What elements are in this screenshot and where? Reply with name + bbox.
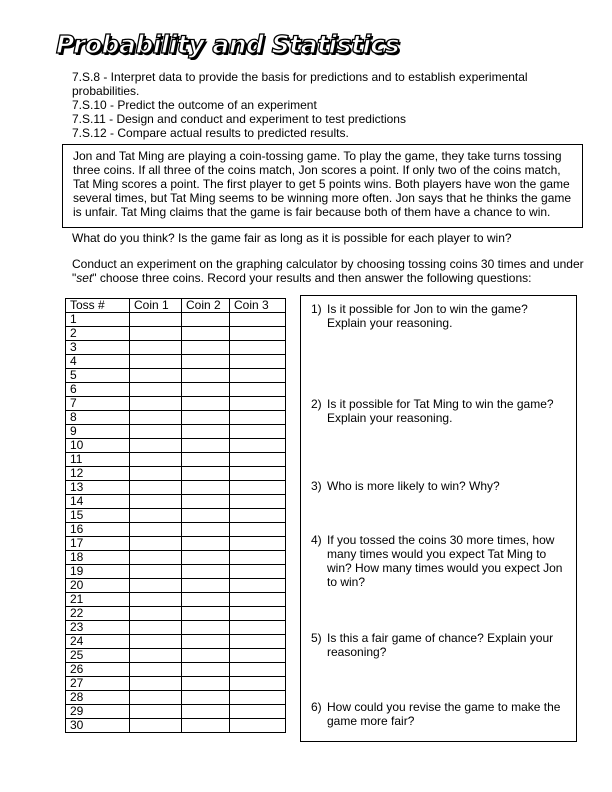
coin-1-cell[interactable] xyxy=(130,551,182,565)
coin-2-cell[interactable] xyxy=(182,425,230,439)
toss-number-cell: 17 xyxy=(66,537,130,551)
table-row xyxy=(66,313,286,327)
question-4 xyxy=(311,533,569,589)
toss-number-cell: 13 xyxy=(66,481,130,495)
table-row xyxy=(66,593,286,607)
table-row xyxy=(66,565,286,579)
coin-1-cell[interactable] xyxy=(130,355,182,369)
toss-number-cell: 16 xyxy=(66,523,130,537)
instructions-text-start: Conduct an experiment on the graphing calculator by choosing tossing coins 30 times and under " xyxy=(72,257,584,285)
question-number: 4) xyxy=(311,533,322,547)
toss-number-cell: 20 xyxy=(66,579,130,593)
table-row xyxy=(66,397,286,411)
coin-1-cell[interactable] xyxy=(130,677,182,691)
coin-3-cell[interactable] xyxy=(230,355,286,369)
table-row xyxy=(66,523,286,537)
toss-number-cell: 14 xyxy=(66,495,130,509)
question-6 xyxy=(311,700,569,728)
toss-number-cell: 24 xyxy=(66,635,130,649)
toss-number-cell: 15 xyxy=(66,509,130,523)
coin-3-cell[interactable] xyxy=(230,313,286,327)
coin-1-cell[interactable] xyxy=(130,607,182,621)
question-3 xyxy=(311,479,569,493)
coin-2-cell[interactable] xyxy=(182,593,230,607)
question-number: 5) xyxy=(311,631,322,645)
question-text: Is it possible for Tat Ming to win the game? Explain your reasoning. xyxy=(327,397,554,425)
table-header-row xyxy=(66,299,286,313)
coin-1-cell[interactable] xyxy=(130,411,182,425)
standard-item: 7.S.12 - Compare actual results to predicted results. xyxy=(72,126,349,140)
coin-3-cell[interactable] xyxy=(230,719,286,733)
table-row xyxy=(66,453,286,467)
standard-item: 7.S.10 - Predict the outcome of an experiment xyxy=(72,98,317,112)
coin-1-cell[interactable] xyxy=(130,621,182,635)
toss-number-cell: 22 xyxy=(66,607,130,621)
coin-2-cell[interactable] xyxy=(182,411,230,425)
coin-1-cell[interactable] xyxy=(130,635,182,649)
coin-3-cell[interactable] xyxy=(230,467,286,481)
coin-1-cell[interactable] xyxy=(130,565,182,579)
question-number: 3) xyxy=(311,479,322,493)
coin-2-cell[interactable] xyxy=(182,663,230,677)
coin-3-cell[interactable] xyxy=(230,369,286,383)
question-text: If you tossed the coins 30 more times, how many times would you expect Tat Ming to win? How many times would you expect Jon to win? xyxy=(327,533,563,589)
experiment-instructions xyxy=(72,257,592,285)
coin-2-cell[interactable] xyxy=(182,719,230,733)
table-row xyxy=(66,481,286,495)
toss-number-cell: 8 xyxy=(66,411,130,425)
question-5 xyxy=(311,631,569,659)
coin-1-cell[interactable] xyxy=(130,453,182,467)
coin-3-cell[interactable] xyxy=(230,621,286,635)
toss-number-cell: 5 xyxy=(66,369,130,383)
table-row xyxy=(66,551,286,565)
coin-1-cell[interactable] xyxy=(130,397,182,411)
coin-2-cell[interactable] xyxy=(182,537,230,551)
coin-1-cell[interactable] xyxy=(130,495,182,509)
table-row xyxy=(66,663,286,677)
question-number: 1) xyxy=(311,302,322,316)
table-row xyxy=(66,677,286,691)
coin-2-cell[interactable] xyxy=(182,509,230,523)
toss-number-cell: 4 xyxy=(66,355,130,369)
question-text: How could you revise the game to make the game more fair? xyxy=(327,700,561,728)
toss-number-cell: 3 xyxy=(66,341,130,355)
coin-3-cell[interactable] xyxy=(230,593,286,607)
table-row xyxy=(66,537,286,551)
coin-2-cell[interactable] xyxy=(182,481,230,495)
coin-3-cell[interactable] xyxy=(230,439,286,453)
table-row xyxy=(66,509,286,523)
coin-1-cell[interactable] xyxy=(130,439,182,453)
coin-1-cell[interactable] xyxy=(130,705,182,719)
table-row xyxy=(66,369,286,383)
coin-1-cell[interactable] xyxy=(130,593,182,607)
scenario-box: Jon and Tat Ming are playing a coin-tossing game. To play the game, they take turns tossing three coins. If all three of the coins match, Jon scores a point. If only two of the coins match, Tat Ming scores a point. The first player to get 5 points wins. Both players have won the game several times, but Tat Ming seems to be winning more often. Jon says that he thinks the game is unfair. Tat Ming claims that the game is fair because both of them have a chance to win. xyxy=(62,144,583,228)
coin-2-cell[interactable] xyxy=(182,565,230,579)
toss-number-cell: 11 xyxy=(66,453,130,467)
table-row xyxy=(66,439,286,453)
coin-1-cell[interactable] xyxy=(130,719,182,733)
table-row xyxy=(66,411,286,425)
coin-3-cell[interactable] xyxy=(230,397,286,411)
coin-3-cell[interactable] xyxy=(230,565,286,579)
toss-number-cell: 7 xyxy=(66,397,130,411)
coin-3-cell[interactable] xyxy=(230,691,286,705)
toss-number-cell: 19 xyxy=(66,565,130,579)
coin-2-cell[interactable] xyxy=(182,677,230,691)
question-text: Is it possible for Jon to win the game? Explain your reasoning. xyxy=(327,302,528,330)
coin-3-cell[interactable] xyxy=(230,607,286,621)
coin-3-cell[interactable] xyxy=(230,509,286,523)
toss-results-table xyxy=(65,298,286,733)
coin-1-cell[interactable] xyxy=(130,523,182,537)
table-row xyxy=(66,621,286,635)
question-2 xyxy=(311,397,569,425)
coin-3-cell[interactable] xyxy=(230,411,286,425)
coin-1-cell[interactable] xyxy=(130,579,182,593)
coin-1-cell[interactable] xyxy=(130,691,182,705)
page-title: Probability and Statistics xyxy=(56,30,400,59)
standard-item: 7.S.11 - Design and conduct and experiment to test predictions xyxy=(72,112,406,126)
toss-number-cell: 26 xyxy=(66,663,130,677)
coin-2-cell[interactable] xyxy=(182,313,230,327)
table-row xyxy=(66,607,286,621)
instructions-emphasis: set xyxy=(76,271,93,285)
coin-2-cell[interactable] xyxy=(182,523,230,537)
toss-number-cell: 2 xyxy=(66,327,130,341)
coin-3-cell[interactable] xyxy=(230,663,286,677)
question-text: Is this a fair game of chance? Explain your reasoning? xyxy=(327,631,554,659)
coin-2-cell[interactable] xyxy=(182,579,230,593)
coin-2-cell[interactable] xyxy=(182,467,230,481)
header-coin-2: Coin 2 xyxy=(182,299,230,313)
coin-3-cell[interactable] xyxy=(230,677,286,691)
opening-question: What do you think? Is the game fair as long as it is possible for each player to win? xyxy=(72,231,512,245)
table-body xyxy=(66,313,286,733)
toss-number-cell: 9 xyxy=(66,425,130,439)
coin-1-cell[interactable] xyxy=(130,509,182,523)
coin-2-cell[interactable] xyxy=(182,635,230,649)
coin-3-cell[interactable] xyxy=(230,425,286,439)
coin-3-cell[interactable] xyxy=(230,649,286,663)
toss-number-cell: 23 xyxy=(66,621,130,635)
coin-2-cell[interactable] xyxy=(182,607,230,621)
coin-2-cell[interactable] xyxy=(182,495,230,509)
coin-3-cell[interactable] xyxy=(230,327,286,341)
coin-2-cell[interactable] xyxy=(182,327,230,341)
coin-3-cell[interactable] xyxy=(230,453,286,467)
table-row xyxy=(66,425,286,439)
table-row xyxy=(66,495,286,509)
standard-item: 7.S.8 - Interpret data to provide the basis for predictions and to establish experimental probabilities. xyxy=(72,70,528,98)
question-text: Who is more likely to win? Why? xyxy=(327,479,500,493)
toss-number-cell: 29 xyxy=(66,705,130,719)
coin-2-cell[interactable] xyxy=(182,649,230,663)
toss-number-cell: 30 xyxy=(66,719,130,733)
table-row xyxy=(66,355,286,369)
toss-number-cell: 21 xyxy=(66,593,130,607)
table-row xyxy=(66,649,286,663)
coin-3-cell[interactable] xyxy=(230,481,286,495)
coin-1-cell[interactable] xyxy=(130,425,182,439)
header-coin-3: Coin 3 xyxy=(230,299,286,313)
coin-3-cell[interactable] xyxy=(230,551,286,565)
coin-2-cell[interactable] xyxy=(182,397,230,411)
coin-3-cell[interactable] xyxy=(230,635,286,649)
table-row xyxy=(66,327,286,341)
coin-2-cell[interactable] xyxy=(182,383,230,397)
header-toss: Toss # xyxy=(66,299,130,313)
coin-3-cell[interactable] xyxy=(230,341,286,355)
coin-2-cell[interactable] xyxy=(182,621,230,635)
coin-2-cell[interactable] xyxy=(182,369,230,383)
coin-1-cell[interactable] xyxy=(130,313,182,327)
coin-2-cell[interactable] xyxy=(182,355,230,369)
coin-2-cell[interactable] xyxy=(182,341,230,355)
toss-number-cell: 6 xyxy=(66,383,130,397)
coin-1-cell[interactable] xyxy=(130,663,182,677)
instructions-text-end: " choose three coins. Record your results and then answer the following questions: xyxy=(92,271,532,285)
table-row xyxy=(66,691,286,705)
table-row xyxy=(66,341,286,355)
coin-3-cell[interactable] xyxy=(230,579,286,593)
toss-number-cell: 27 xyxy=(66,677,130,691)
toss-number-cell: 28 xyxy=(66,691,130,705)
table-row xyxy=(66,579,286,593)
coin-2-cell[interactable] xyxy=(182,551,230,565)
coin-3-cell[interactable] xyxy=(230,705,286,719)
coin-1-cell[interactable] xyxy=(130,649,182,663)
coin-2-cell[interactable] xyxy=(182,453,230,467)
coin-1-cell[interactable] xyxy=(130,383,182,397)
coin-2-cell[interactable] xyxy=(182,705,230,719)
table-row xyxy=(66,383,286,397)
question-1 xyxy=(311,302,569,330)
question-number: 6) xyxy=(311,700,322,714)
toss-number-cell: 25 xyxy=(66,649,130,663)
question-number: 2) xyxy=(311,397,322,411)
toss-number-cell: 18 xyxy=(66,551,130,565)
coin-3-cell[interactable] xyxy=(230,537,286,551)
coin-1-cell[interactable] xyxy=(130,327,182,341)
coin-3-cell[interactable] xyxy=(230,523,286,537)
coin-3-cell[interactable] xyxy=(230,383,286,397)
coin-1-cell[interactable] xyxy=(130,369,182,383)
questions-box xyxy=(300,295,577,742)
toss-number-cell: 1 xyxy=(66,313,130,327)
coin-1-cell[interactable] xyxy=(130,341,182,355)
coin-1-cell[interactable] xyxy=(130,467,182,481)
coin-2-cell[interactable] xyxy=(182,691,230,705)
coin-2-cell[interactable] xyxy=(182,439,230,453)
toss-number-cell: 10 xyxy=(66,439,130,453)
toss-number-cell: 12 xyxy=(66,467,130,481)
table-row xyxy=(66,467,286,481)
coin-3-cell[interactable] xyxy=(230,495,286,509)
coin-1-cell[interactable] xyxy=(130,481,182,495)
coin-1-cell[interactable] xyxy=(130,537,182,551)
table-row xyxy=(66,705,286,719)
header-coin-1: Coin 1 xyxy=(130,299,182,313)
table-row xyxy=(66,719,286,733)
standards-list xyxy=(72,70,592,140)
table-row xyxy=(66,635,286,649)
